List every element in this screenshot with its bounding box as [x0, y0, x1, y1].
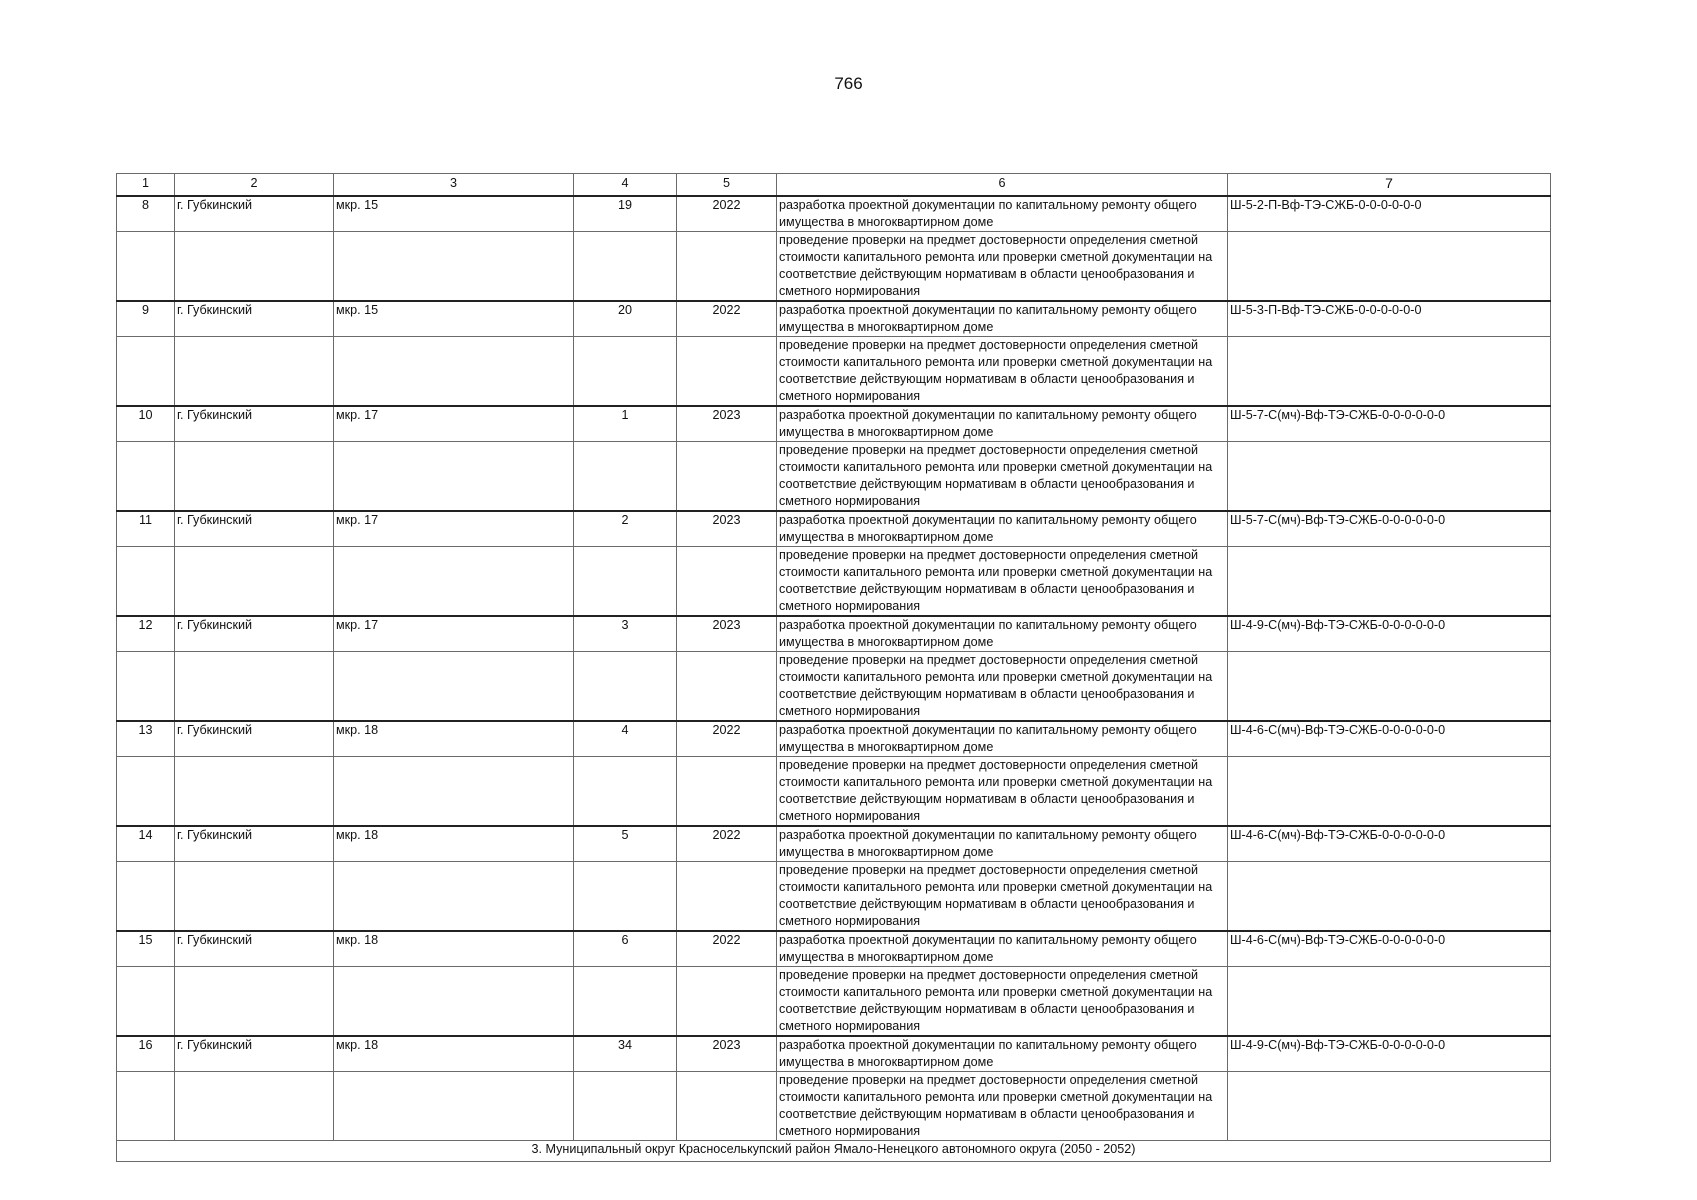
section-heading-row: [117, 1141, 1551, 1162]
empty-cell: [175, 232, 334, 302]
city-cell: г. Губкинский: [175, 406, 334, 442]
section-heading: 3. Муниципальный округ Красноселькупский район Ямало-Ненецкого автономного округа (2050 - 2052): [117, 1141, 1551, 1162]
empty-cell: [677, 547, 777, 617]
verification-description-cell: проведение проверки на предмет достоверности определения сметной стоимости капитального ремонта или проверки сметной документации на соответствие действующим нормативам в области ценообразования и сметного нормирования: [777, 547, 1228, 617]
verification-description-cell: проведение проверки на предмет достоверности определения сметной стоимости капитального ремонта или проверки сметной документации на соответствие действующим нормативам в области ценообразования и сметного нормирования: [777, 862, 1228, 932]
city-cell: г. Губкинский: [175, 196, 334, 232]
empty-cell: [1228, 547, 1551, 617]
works-table: [116, 173, 1551, 1162]
column-header: 1: [117, 174, 175, 197]
house-number-cell: 34: [574, 1036, 677, 1072]
table-row: [117, 547, 1551, 617]
year-cell: 2022: [677, 826, 777, 862]
year-cell: 2022: [677, 196, 777, 232]
empty-cell: [574, 757, 677, 827]
street-cell: мкр. 17: [334, 616, 574, 652]
work-description-cell: разработка проектной документации по капитальному ремонту общего имущества в многоквартирном доме: [777, 721, 1228, 757]
work-description-cell: разработка проектной документации по капитальному ремонту общего имущества в многоквартирном доме: [777, 196, 1228, 232]
year-cell: 2023: [677, 1036, 777, 1072]
year-cell: 2023: [677, 616, 777, 652]
empty-cell: [334, 547, 574, 617]
empty-cell: [117, 232, 175, 302]
city-cell: г. Губкинский: [175, 826, 334, 862]
street-cell: мкр. 17: [334, 511, 574, 547]
empty-cell: [677, 232, 777, 302]
table-row: [117, 442, 1551, 512]
year-cell: 2022: [677, 931, 777, 967]
house-number-cell: 5: [574, 826, 677, 862]
column-header: 2: [175, 174, 334, 197]
house-number-cell: 20: [574, 301, 677, 337]
empty-cell: [334, 1072, 574, 1141]
verification-description-cell: проведение проверки на предмет достоверности определения сметной стоимости капитального ремонта или проверки сметной документации на соответствие действующим нормативам в области ценообразования и сметного нормирования: [777, 1072, 1228, 1141]
table-row: [117, 652, 1551, 722]
empty-cell: [334, 652, 574, 722]
row-number-cell: 14: [117, 826, 175, 862]
empty-cell: [1228, 967, 1551, 1037]
empty-cell: [175, 547, 334, 617]
empty-cell: [1228, 337, 1551, 407]
column-header: 6: [777, 174, 1228, 197]
empty-cell: [117, 967, 175, 1037]
empty-cell: [574, 967, 677, 1037]
empty-cell: [574, 547, 677, 617]
table-row: [117, 337, 1551, 407]
row-number-cell: 15: [117, 931, 175, 967]
empty-cell: [117, 652, 175, 722]
table-header-row: [117, 174, 1551, 197]
column-header: 4: [574, 174, 677, 197]
city-cell: г. Губкинский: [175, 721, 334, 757]
row-number-cell: 12: [117, 616, 175, 652]
verification-description-cell: проведение проверки на предмет достоверности определения сметной стоимости капитального ремонта или проверки сметной документации на соответствие действующим нормативам в области ценообразования и сметного нормирования: [777, 757, 1228, 827]
row-number-cell: 11: [117, 511, 175, 547]
street-cell: мкр. 18: [334, 1036, 574, 1072]
empty-cell: [117, 337, 175, 407]
empty-cell: [117, 547, 175, 617]
street-cell: мкр. 15: [334, 196, 574, 232]
house-number-cell: 19: [574, 196, 677, 232]
empty-cell: [175, 442, 334, 512]
empty-cell: [117, 442, 175, 512]
work-description-cell: разработка проектной документации по капитальному ремонту общего имущества в многоквартирном доме: [777, 616, 1228, 652]
city-cell: г. Губкинский: [175, 511, 334, 547]
empty-cell: [677, 862, 777, 932]
empty-cell: [175, 967, 334, 1037]
table-body: [117, 174, 1551, 1162]
table-row: [117, 511, 1551, 547]
city-cell: г. Губкинский: [175, 301, 334, 337]
empty-cell: [677, 1072, 777, 1141]
building-code-cell: Ш-5-2-П-Вф-ТЭ-СЖБ-0-0-0-0-0-0: [1228, 196, 1551, 232]
empty-cell: [175, 652, 334, 722]
empty-cell: [334, 967, 574, 1037]
table-row: [117, 967, 1551, 1037]
house-number-cell: 3: [574, 616, 677, 652]
empty-cell: [574, 1072, 677, 1141]
table-row: [117, 721, 1551, 757]
row-number-cell: 16: [117, 1036, 175, 1072]
table-row: [117, 232, 1551, 302]
table-row: [117, 826, 1551, 862]
work-description-cell: разработка проектной документации по капитальному ремонту общего имущества в многоквартирном доме: [777, 931, 1228, 967]
year-cell: 2023: [677, 406, 777, 442]
building-code-cell: Ш-5-7-С(мч)-Вф-ТЭ-СЖБ-0-0-0-0-0-0: [1228, 511, 1551, 547]
verification-description-cell: проведение проверки на предмет достоверности определения сметной стоимости капитального ремонта или проверки сметной документации на соответствие действующим нормативам в области ценообразования и сметного нормирования: [777, 337, 1228, 407]
house-number-cell: 4: [574, 721, 677, 757]
empty-cell: [117, 757, 175, 827]
building-code-cell: Ш-4-9-С(мч)-Вф-ТЭ-СЖБ-0-0-0-0-0-0: [1228, 1036, 1551, 1072]
work-description-cell: разработка проектной документации по капитальному ремонту общего имущества в многоквартирном доме: [777, 1036, 1228, 1072]
work-description-cell: разработка проектной документации по капитальному ремонту общего имущества в многоквартирном доме: [777, 826, 1228, 862]
row-number-cell: 13: [117, 721, 175, 757]
empty-cell: [334, 757, 574, 827]
row-number-cell: 8: [117, 196, 175, 232]
work-description-cell: разработка проектной документации по капитальному ремонту общего имущества в многоквартирном доме: [777, 406, 1228, 442]
year-cell: 2023: [677, 511, 777, 547]
building-code-cell: Ш-4-6-С(мч)-Вф-ТЭ-СЖБ-0-0-0-0-0-0: [1228, 721, 1551, 757]
empty-cell: [1228, 757, 1551, 827]
street-cell: мкр. 17: [334, 406, 574, 442]
table-row: [117, 1036, 1551, 1072]
street-cell: мкр. 18: [334, 721, 574, 757]
table-row: [117, 1072, 1551, 1141]
verification-description-cell: проведение проверки на предмет достоверности определения сметной стоимости капитального ремонта или проверки сметной документации на соответствие действующим нормативам в области ценообразования и сметного нормирования: [777, 967, 1228, 1037]
work-description-cell: разработка проектной документации по капитальному ремонту общего имущества в многоквартирном доме: [777, 301, 1228, 337]
street-cell: мкр. 18: [334, 931, 574, 967]
column-header: 5: [677, 174, 777, 197]
empty-cell: [334, 442, 574, 512]
row-number-cell: 10: [117, 406, 175, 442]
empty-cell: [677, 652, 777, 722]
page-number: 766: [834, 74, 863, 93]
empty-cell: [1228, 862, 1551, 932]
table-row: [117, 616, 1551, 652]
city-cell: г. Губкинский: [175, 931, 334, 967]
house-number-cell: 2: [574, 511, 677, 547]
building-code-cell: Ш-5-7-С(мч)-Вф-ТЭ-СЖБ-0-0-0-0-0-0: [1228, 406, 1551, 442]
house-number-cell: 1: [574, 406, 677, 442]
empty-cell: [175, 757, 334, 827]
empty-cell: [175, 337, 334, 407]
table-row: [117, 862, 1551, 932]
building-code-cell: Ш-4-6-С(мч)-Вф-ТЭ-СЖБ-0-0-0-0-0-0: [1228, 931, 1551, 967]
empty-cell: [574, 442, 677, 512]
empty-cell: [117, 1072, 175, 1141]
empty-cell: [677, 757, 777, 827]
empty-cell: [574, 862, 677, 932]
table-row: [117, 301, 1551, 337]
empty-cell: [1228, 232, 1551, 302]
year-cell: 2022: [677, 301, 777, 337]
empty-cell: [117, 862, 175, 932]
empty-cell: [574, 232, 677, 302]
city-cell: г. Губкинский: [175, 616, 334, 652]
column-header: 7: [1228, 174, 1551, 197]
city-cell: г. Губкинский: [175, 1036, 334, 1072]
empty-cell: [1228, 1072, 1551, 1141]
verification-description-cell: проведение проверки на предмет достоверности определения сметной стоимости капитального ремонта или проверки сметной документации на соответствие действующим нормативам в области ценообразования и сметного нормирования: [777, 652, 1228, 722]
table-row: [117, 406, 1551, 442]
empty-cell: [334, 862, 574, 932]
year-cell: 2022: [677, 721, 777, 757]
empty-cell: [677, 442, 777, 512]
empty-cell: [1228, 442, 1551, 512]
table-row: [117, 757, 1551, 827]
street-cell: мкр. 15: [334, 301, 574, 337]
table-row: [117, 931, 1551, 967]
empty-cell: [334, 337, 574, 407]
empty-cell: [677, 967, 777, 1037]
street-cell: мкр. 18: [334, 826, 574, 862]
column-header: 3: [334, 174, 574, 197]
building-code-cell: Ш-4-9-С(мч)-Вф-ТЭ-СЖБ-0-0-0-0-0-0: [1228, 616, 1551, 652]
empty-cell: [574, 652, 677, 722]
empty-cell: [175, 862, 334, 932]
verification-description-cell: проведение проверки на предмет достоверности определения сметной стоимости капитального ремонта или проверки сметной документации на соответствие действующим нормативам в области ценообразования и сметного нормирования: [777, 442, 1228, 512]
empty-cell: [175, 1072, 334, 1141]
empty-cell: [677, 337, 777, 407]
empty-cell: [1228, 652, 1551, 722]
building-code-cell: Ш-5-3-П-Вф-ТЭ-СЖБ-0-0-0-0-0-0: [1228, 301, 1551, 337]
building-code-cell: Ш-4-6-С(мч)-Вф-ТЭ-СЖБ-0-0-0-0-0-0: [1228, 826, 1551, 862]
empty-cell: [334, 232, 574, 302]
table-row: [117, 196, 1551, 232]
house-number-cell: 6: [574, 931, 677, 967]
row-number-cell: 9: [117, 301, 175, 337]
verification-description-cell: проведение проверки на предмет достоверности определения сметной стоимости капитального ремонта или проверки сметной документации на соответствие действующим нормативам в области ценообразования и сметного нормирования: [777, 232, 1228, 302]
work-description-cell: разработка проектной документации по капитальному ремонту общего имущества в многоквартирном доме: [777, 511, 1228, 547]
empty-cell: [574, 337, 677, 407]
